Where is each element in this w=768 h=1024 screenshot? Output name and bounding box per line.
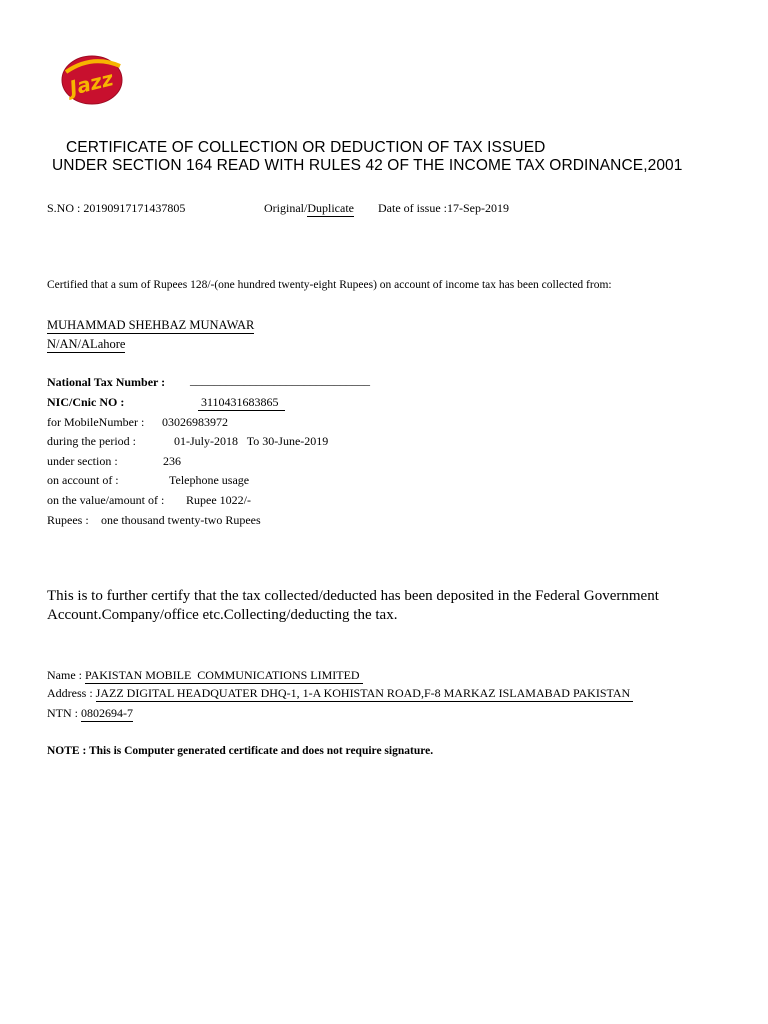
further-certify-line2: Account.Company/office etc.Collecting/deducting the tax. (47, 607, 398, 623)
serial-number-value: 20190917171437805 (83, 201, 186, 215)
date-label: Date of issue : (378, 201, 447, 215)
collector-address-value: JAZZ DIGITAL HEADQUATER DHQ-1, 1-A KOHISTAN ROAD,F-8 MARKAZ ISLAMABAD PAKISTAN (95, 686, 634, 700)
jazz-logo-icon (58, 52, 126, 106)
serial-number (47, 201, 185, 216)
copy-type (264, 201, 354, 216)
collector-ntn (47, 706, 133, 721)
serial-number-label: S.NO : (47, 201, 84, 215)
cnic-label: NIC/Cnic NO : (47, 395, 125, 409)
mobile-value: 03026983972 (162, 415, 228, 429)
collector-ntn-label: NTN : (47, 706, 81, 720)
collector-name-value: PAKISTAN MOBILE COMMUNICATIONS LIMITED (85, 668, 363, 682)
date-value: 17-Sep-2019 (446, 201, 509, 215)
certificate-title-line2: UNDER SECTION 164 READ WITH RULES 42 OF THE INCOME TAX ORDINANCE,2001 (52, 157, 683, 174)
collector-address-label: Address : (47, 686, 96, 700)
amount-label: on the value/amount of : (47, 493, 165, 507)
amount-value: Rupee 1022/- (186, 493, 251, 507)
date-of-issue (378, 201, 509, 216)
section-value: 236 (163, 454, 181, 468)
certificate-title-line1: CERTIFICATE OF COLLECTION OR DEDUCTION OF TAX ISSUED (66, 139, 546, 156)
section-label: under section : (47, 454, 118, 468)
account-value: Telephone usage (169, 473, 250, 487)
certified-statement: Certified that a sum of Rupees 128/-(one hundred twenty-eight Rupees) on account of income tax has been collected from: (47, 279, 612, 291)
cnic-value: 3110431683865 (198, 395, 285, 411)
rupees-value: one thousand twenty-two Rupees (101, 513, 261, 527)
collector-address (47, 686, 633, 701)
rupees-label: Rupees : (47, 513, 89, 527)
period-label: during the period : (47, 434, 136, 448)
computer-generated-note: NOTE : This is Computer generated certificate and does not require signature. (47, 745, 434, 757)
original-label: Original/ (264, 201, 308, 215)
taxpayer-name: MUHAMMAD SHEHBAZ MUNAWAR (47, 318, 255, 332)
collector-name-label: Name : (47, 668, 85, 682)
mobile-label: for MobileNumber : (47, 415, 145, 429)
ntn-blank: ______________________________ (190, 373, 370, 387)
ntn-label: National Tax Number : (47, 375, 166, 389)
svg-text:Jazz: Jazz (67, 66, 116, 101)
account-label: on account of : (47, 473, 119, 487)
collector-name (47, 668, 363, 683)
taxpayer-address: N/AN/ALahore (47, 337, 126, 351)
further-certify-line1: This is to further certify that the tax collected/deducted has been deposited in the Federal Government (47, 588, 659, 604)
duplicate-label: Duplicate (307, 201, 354, 215)
period-value: 01-July-2018 To 30-June-2019 (174, 434, 329, 448)
collector-ntn-value: 0802694-7 (81, 706, 133, 720)
